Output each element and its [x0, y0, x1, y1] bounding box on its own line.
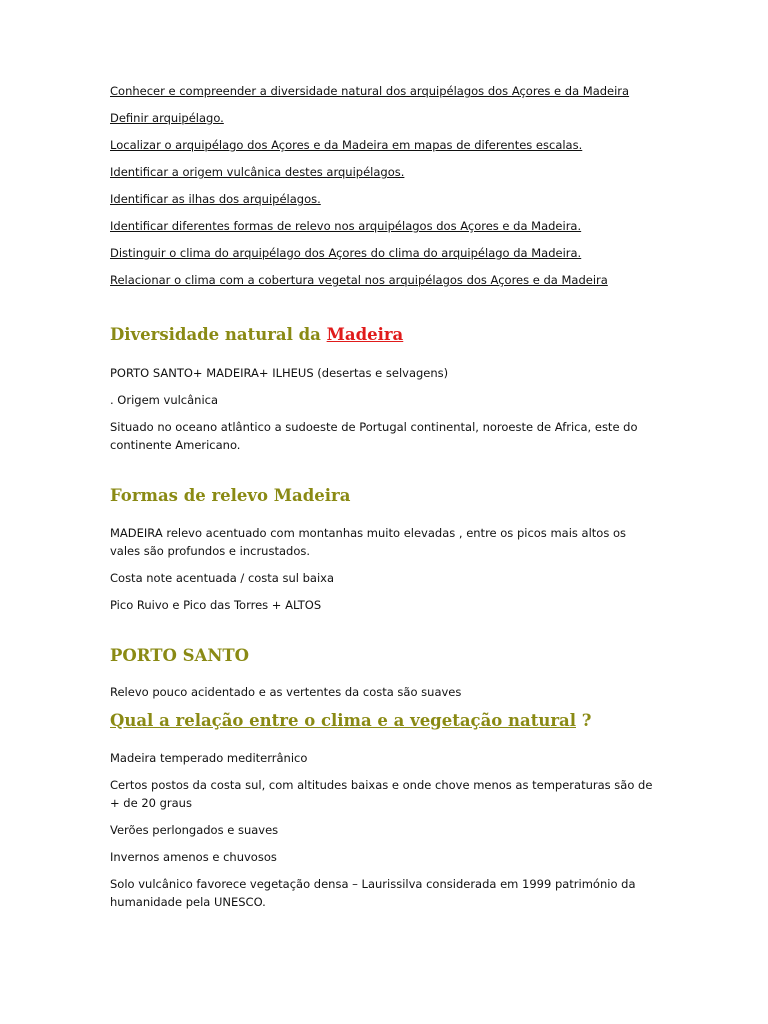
- paragraph: PORTO SANTO+ MADEIRA+ ILHEUS (desertas e selvagens): [110, 366, 449, 380]
- paragraph: . Origem vulcânica: [110, 393, 219, 407]
- section-heading-diversidade: [110, 324, 710, 346]
- paragraph: Situado no oceano atlântico a sudoeste de Portugal continental, noroeste de Africa, este do continente Americano.: [110, 420, 638, 452]
- paragraph: Invernos amenos e chuvosos: [110, 850, 277, 864]
- heading-text: Diversidade natural da: [110, 325, 327, 344]
- heading-highlight: Madeira: [326, 325, 404, 344]
- heading-text: Qual a relação entre o clima e a vegetação natural: [110, 711, 576, 730]
- paragraph: Certos postos da costa sul, com altitudes baixas e onde chove menos as temperaturas são de + de 20 graus: [110, 778, 653, 810]
- paragraph: Costa note acentuada / costa sul baixa: [110, 571, 335, 585]
- document-page: [110, 78, 710, 911]
- objective-item: Localizar o arquipélago dos Açores e da Madeira em mapas de diferentes escalas.: [110, 138, 583, 152]
- objective-item: Identificar a origem vulcânica destes arquipélagos.: [110, 165, 405, 179]
- objective-item: Identificar as ilhas dos arquipélagos.: [110, 192, 321, 206]
- objective-item: Relacionar o clima com a cobertura vegetal nos arquipélagos dos Açores e da Madeira: [110, 273, 608, 287]
- paragraph: MADEIRA relevo acentuado com montanhas muito elevadas , entre os picos mais altos os vales são profundos e incrustados.: [110, 526, 627, 558]
- objectives-list: [110, 78, 710, 294]
- objective-item: Distinguir o clima do arquipélago dos Açores do clima do arquipélago da Madeira.: [110, 246, 582, 260]
- objective-item: Identificar diferentes formas de relevo nos arquipélagos dos Açores e da Madeira.: [110, 219, 582, 233]
- paragraph: Verões perlongados e suaves: [110, 823, 279, 837]
- paragraph: Madeira temperado mediterrânico: [110, 751, 308, 765]
- paragraph: Solo vulcânico favorece vegetação densa – Laurissilva considerada em 1999 património da humanidade pela UNESCO.: [110, 877, 636, 909]
- paragraph: Pico Ruivo e Pico das Torres + ALTOS: [110, 598, 322, 612]
- section-heading-formas-relevo: Formas de relevo Madeira: [110, 486, 351, 505]
- section-heading-porto-santo: PORTO SANTO: [110, 646, 250, 665]
- section-heading-clima-vegetacao: [110, 710, 710, 732]
- paragraph: Relevo pouco acidentado e as vertentes da costa são suaves: [110, 685, 462, 699]
- objective-item: Conhecer e compreender a diversidade natural dos arquipélagos dos Açores e da Madeira: [110, 84, 630, 98]
- objective-item: Definir arquipélago.: [110, 111, 224, 125]
- heading-suffix: ?: [575, 711, 592, 730]
